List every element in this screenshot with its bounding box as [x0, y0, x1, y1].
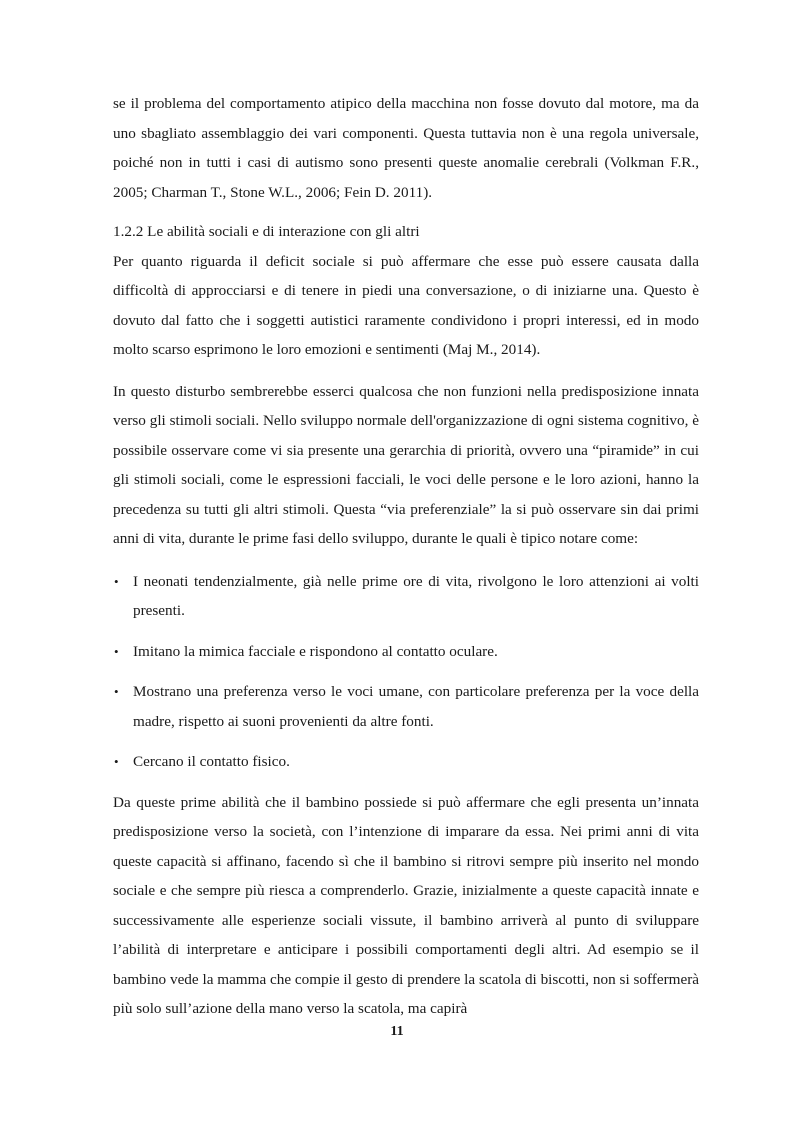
bullet-icon: • [114, 573, 119, 589]
bullet-icon: • [114, 754, 119, 769]
document-page [113, 89, 699, 1024]
bullet-icon: • [114, 643, 119, 659]
list-item [113, 567, 699, 626]
list-item [113, 747, 699, 777]
list-item [113, 637, 699, 667]
list-item [113, 677, 699, 736]
page-number: 11 [390, 1024, 404, 1039]
list-item-text: Mostrano una preferenza verso le voci umane, con particolare preferenza per la voce della madre, rispetto ai suoni provenienti da altre fonti. [133, 683, 699, 730]
bullet-list [113, 567, 699, 777]
intro-paragraph: se il problema del comportamento atipico della macchina non fosse dovuto dal motore, ma da uno sbagliato assemblaggio dei vari componenti. Questa tuttavia non è una regola universale, poiché non in tutti i casi di autismo sono presenti queste anomalie cerebrali (Volkman F.R., 2005; Charman T., Stone W.L., 2006; Fein D. 2011). [113, 95, 699, 201]
bullet-icon: • [114, 684, 119, 699]
paragraph-innate-predisposition: Da queste prime abilità che il bambino possiede si può affermare che egli presenta un’innata predisposizione verso la società, con l’intenzione di imparare da essa. Nei primi anni di vita queste capacità si affinano, facendo sì che il bambino si ritrovi sempre più inserito nel mondo sociale e che sempre più riesca a comprenderlo. Grazie, inizialmente a queste capacità innate e successivamente alle esperienze sociali vissute, il bambino arriverà al punto di sviluppare l’abilità di interpretare e anticipare i possibili comportamenti degli altri. Ad esempio se il bambino vede la mamma che compie il gesto di prendere la scatola di biscotti, non si soffermerà più solo sull’azione della mano verso la scatola, ma capirà [113, 793, 699, 1017]
list-item-text: Imitano la mimica facciale e rispondono al contatto oculare. [133, 642, 498, 660]
list-item-text: Cercano il contatto fisico. [133, 753, 290, 770]
paragraph-social-deficit: Per quanto riguarda il deficit sociale si può affermare che esse può essere causata dalla difficoltà di approcciarsi e di tenere in piedi una conversazione, o di iniziarne una. Questo è dovuto dal fatto che i soggetti autistici raramente condividono i propri interessi, ed in modo molto scarso esprimono le loro emozioni e sentimenti (Maj M., 2014). [113, 252, 699, 358]
section-heading: 1.2.2 Le abilità sociali e di interazione con gli altri [113, 223, 420, 240]
paragraph-social-stimuli: In questo disturbo sembrerebbe esserci qualcosa che non funzioni nella predisposizione innata verso gli stimoli sociali. Nello sviluppo normale dell'organizzazione di ogni sistema cognitivo, è possibile osservare come vi sia presente una gerarchia di priorità, ovvero una “piramide” in cui gli stimoli sociali, come le espressioni facciali, le voci delle persone e le loro azioni, hanno la precedenza su tutti gli altri stimoli. Questa “via preferenziale” la si può osservare sin dai primi anni di vita, durante le prime fasi dello sviluppo, durante le quali è tipico notare come: [113, 382, 699, 547]
list-item-text: I neonati tendenzialmente, già nelle prime ore di vita, rivolgono le loro attenzioni ai volti presenti. [133, 572, 699, 619]
